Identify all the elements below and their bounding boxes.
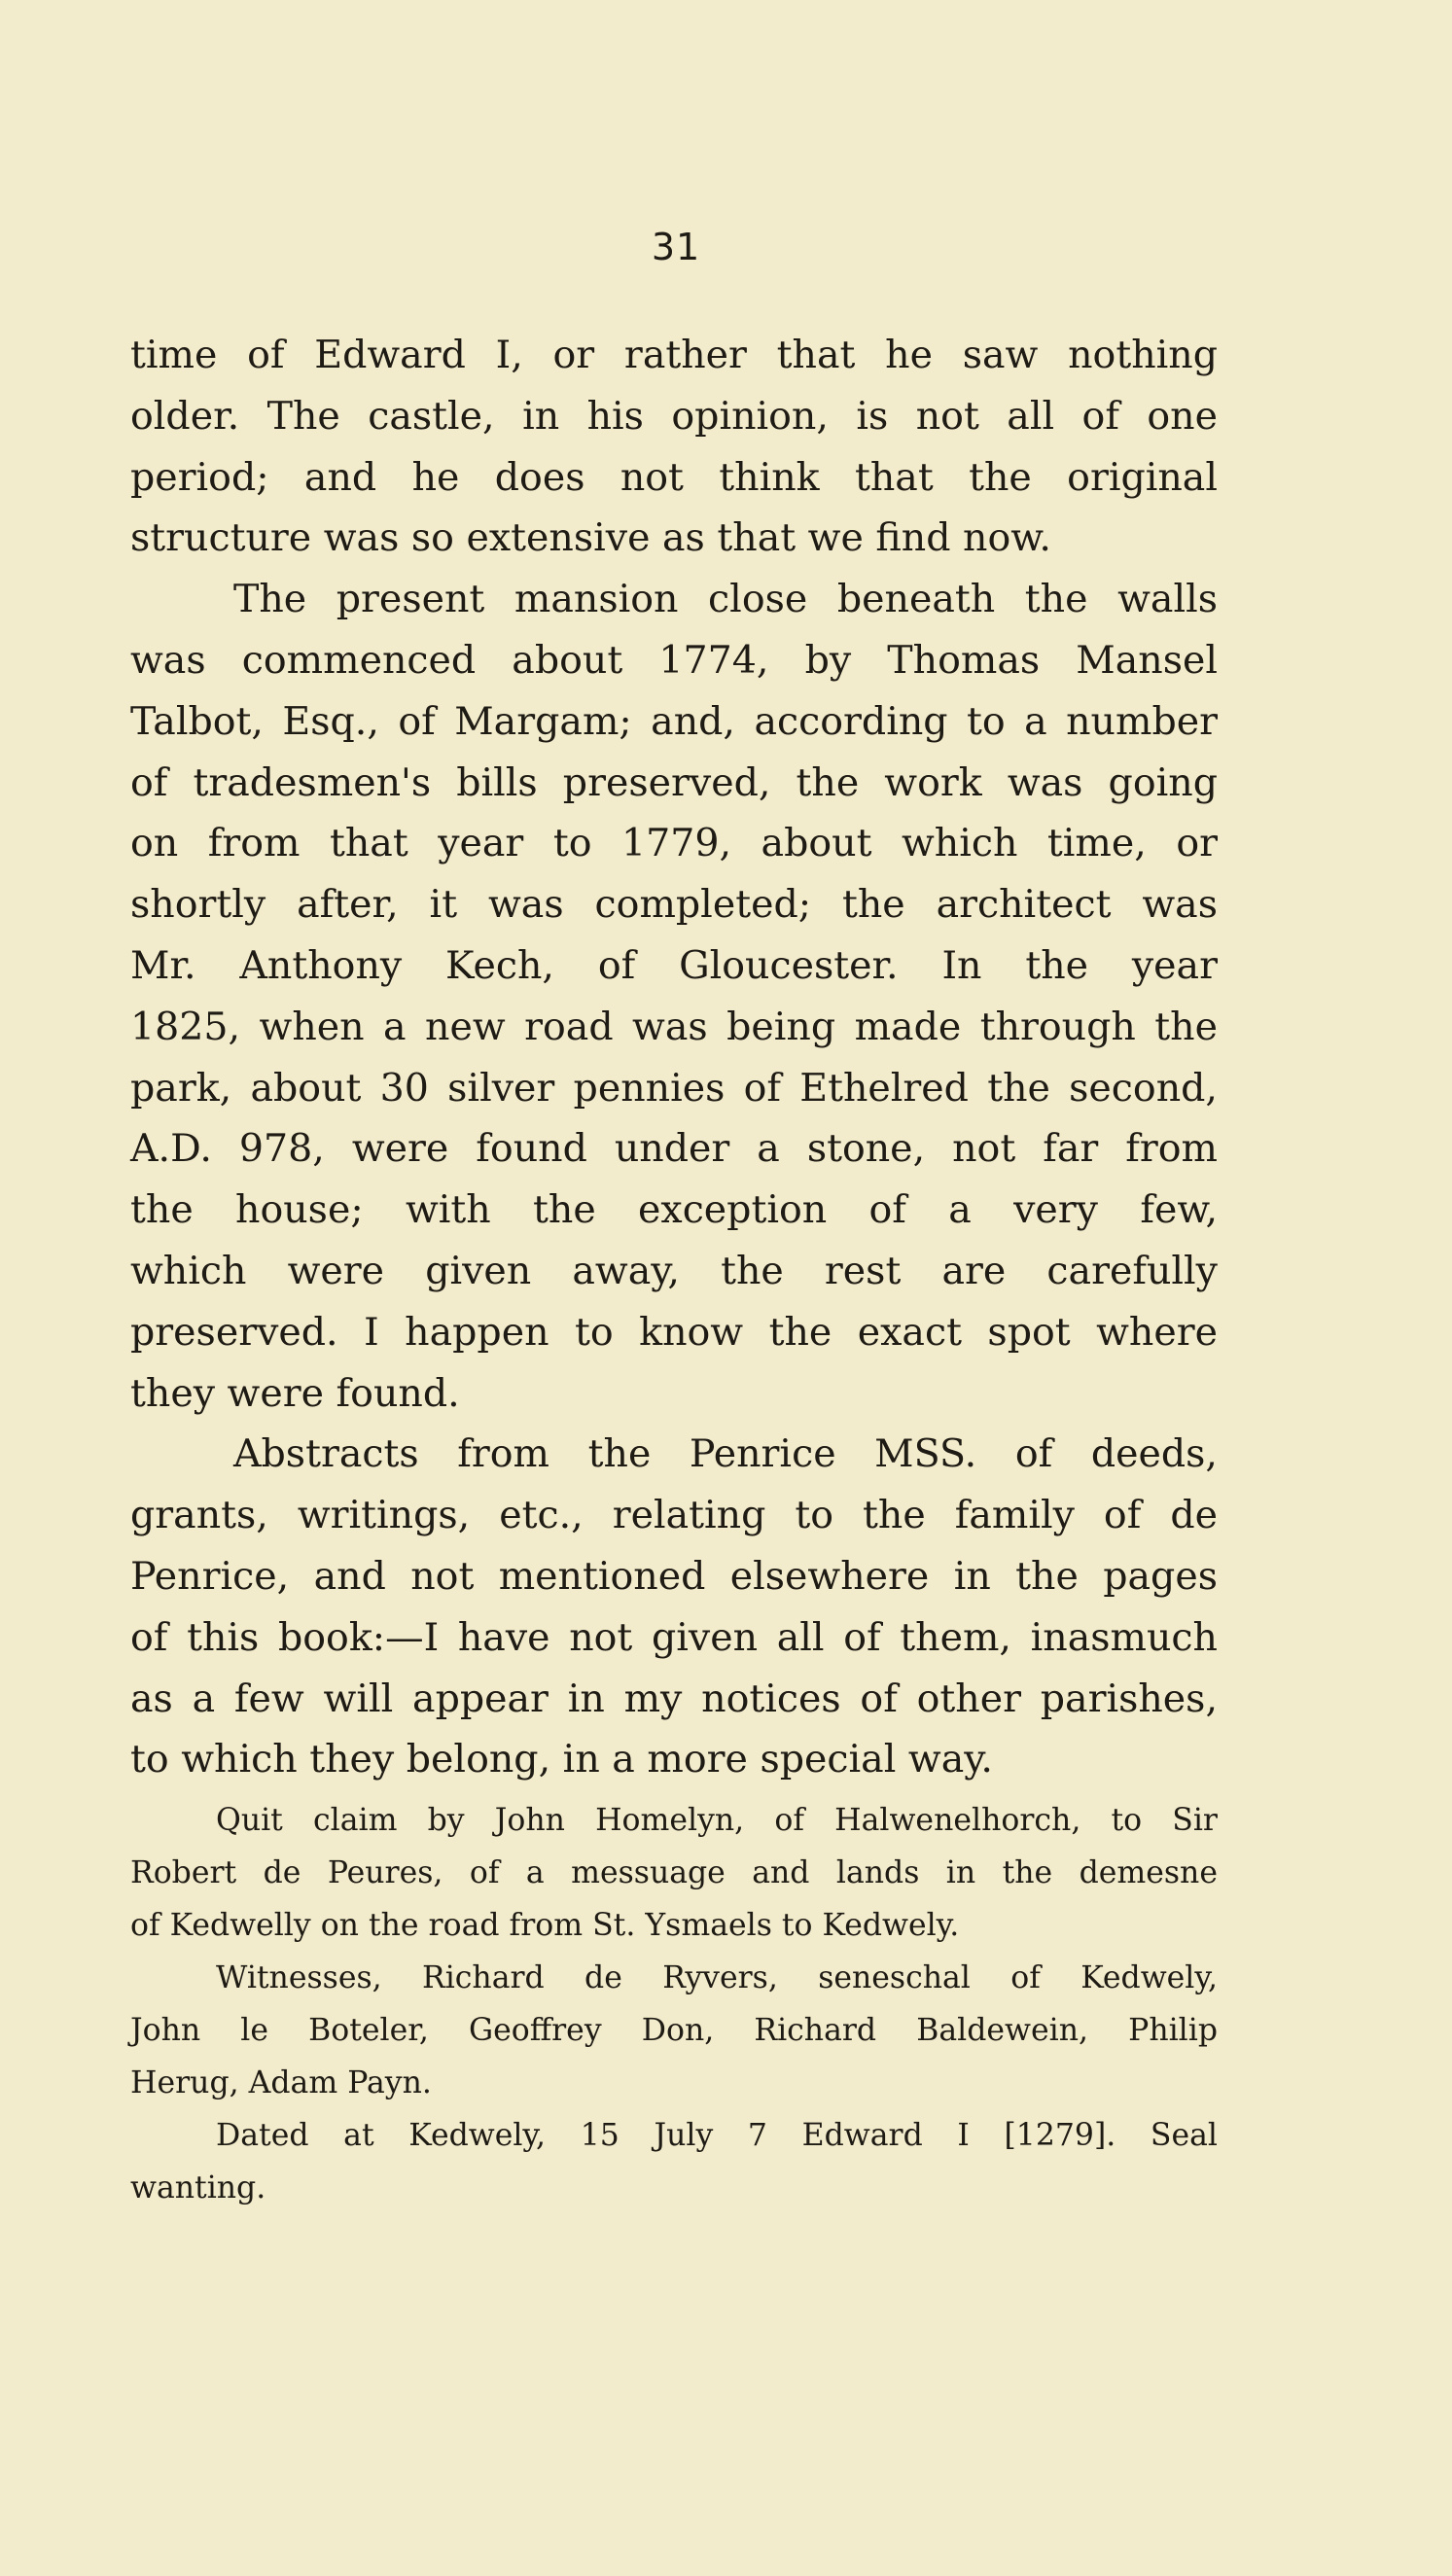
paragraph-mansion xyxy=(130,569,1218,1424)
text-line: as a few will appear in my notices of other parishes, xyxy=(130,1676,1218,1721)
text-line: Dated at Kedwely, 15 July 7 Edward I [1279]. Seal xyxy=(216,2118,1218,2154)
paragraph-castle-period xyxy=(130,325,1218,569)
text-line: wanting. xyxy=(130,2170,266,2206)
page-number: 31 xyxy=(651,226,701,268)
text-line: which were given away, the rest are carefully xyxy=(130,1248,1218,1293)
paragraph-abstracts-intro xyxy=(130,1424,1218,1790)
text-line: grants, writings, etc., relating to the family of de xyxy=(130,1493,1218,1538)
text-line: structure was so extensive as that we find now. xyxy=(130,515,1051,561)
text-line: preserved. I happen to know the exact spot where xyxy=(130,1309,1218,1355)
text-line: 1825, when a new road was being made through the xyxy=(130,1004,1218,1049)
text-line: Talbot, Esq., of Margam; and, according to a number xyxy=(130,698,1218,744)
text-line: Mr. Anthony Kech, of Gloucester. In the year xyxy=(130,942,1218,988)
abstract-quit-claim xyxy=(130,1794,1218,1952)
text-line: shortly after, it was completed; the architect was xyxy=(130,882,1218,928)
text-line: older. The castle, in his opinion, is not all of one xyxy=(130,393,1218,439)
text-line: John le Boteler, Geoffrey Don, Richard Baldewein, Philip xyxy=(130,2013,1218,2049)
text-line: was commenced about 1774, by Thomas Mansel xyxy=(130,637,1218,683)
text-line: of Kedwelly on the road from St. Ysmaels to Kedwely. xyxy=(130,1908,960,1944)
text-line: Witnesses, Richard de Ryvers, seneschal of Kedwely, xyxy=(216,1960,1218,1996)
text-line: Abstracts from the Penrice MSS. of deeds, xyxy=(233,1431,1218,1477)
text-line: time of Edward I, or rather that he saw nothing xyxy=(130,333,1218,377)
abstract-dated xyxy=(130,2109,1218,2214)
text-line: Penrice, and not mentioned elsewhere in the pages xyxy=(130,1553,1218,1599)
text-line: period; and he does not think that the original xyxy=(130,454,1218,500)
text-line: Herug, Adam Payn. xyxy=(130,2065,432,2101)
text-line: the house; with the exception of a very few, xyxy=(130,1187,1218,1233)
text-line: park, about 30 silver pennies of Ethelred the second, xyxy=(130,1065,1218,1111)
text-line: Robert de Peures, of a messuage and lands in the demesne xyxy=(130,1855,1218,1891)
text-line: on from that year to 1779, about which time, or xyxy=(130,821,1218,866)
text-line: A.D. 978, were found under a stone, not far from xyxy=(130,1126,1218,1172)
body-text xyxy=(130,325,1218,2214)
text-line: to which they belong, in a more special way. xyxy=(130,1737,993,1782)
text-line: of tradesmen's bills preserved, the work was going xyxy=(130,759,1218,805)
text-line: Quit claim by John Homelyn, of Halwenelhorch, to Sir xyxy=(216,1803,1218,1839)
text-line: The present mansion close beneath the walls xyxy=(233,577,1218,622)
text-line: of this book:—I have not given all of them, inasmuch xyxy=(130,1614,1218,1660)
abstract-witnesses xyxy=(130,1952,1218,2109)
text-line: they were found. xyxy=(130,1370,460,1416)
deed-abstracts xyxy=(130,1794,1218,2214)
